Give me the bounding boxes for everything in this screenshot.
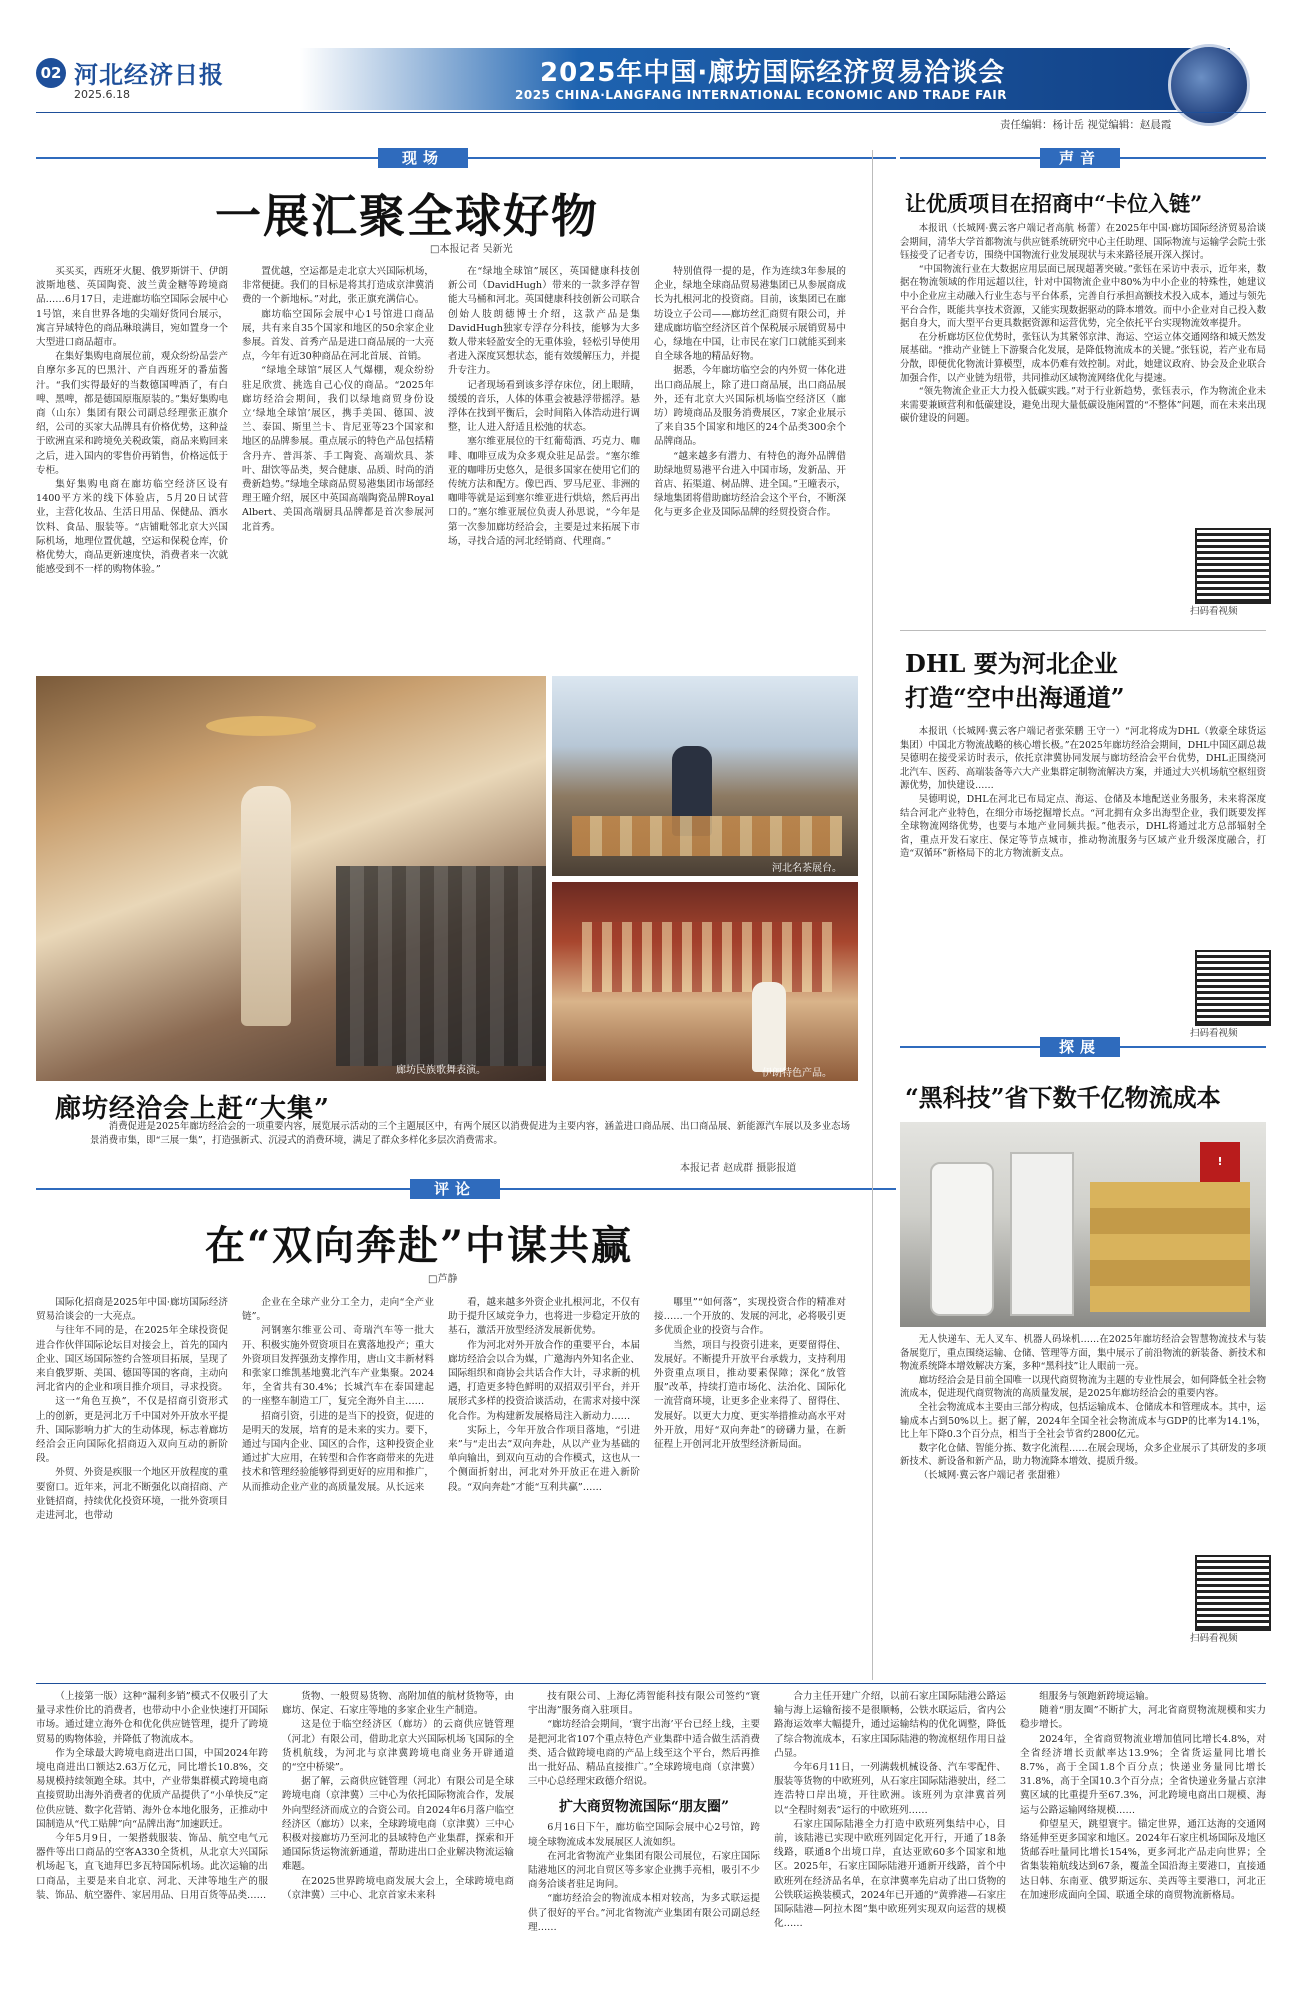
article-headline: DHL 要为河北企业	[905, 649, 1118, 678]
paragraph: 特别值得一提的是，作为连续3年参展的企业，绿地全球商品贸易港集团已从参展商成长为扎根河北的投资商。目前，该集团已在廊坊设立子公司——廊坊丝汇商贸有限公司，并建成廊坊临空经济区首个保税展示展销贸易中心，绿地在中国，让市民在家门口就能买到来自全球各地的精品好物。	[654, 266, 846, 363]
paragraph: 记者现场看到该多浮存床位，闭上眼睛，缓缓的音乐，人体的体重会被悬浮带摇浮。悬浮体在找到平衡后，会时间陷入体浩动进行调整，让人进入舒适且松弛的状态。	[448, 379, 640, 434]
paragraph: 置优越，空运都是走北京大兴国际机场，非常便捷。我们的目标是将其打造成京津冀消费的一个新地标。”对此，张正旗充满信心。	[242, 266, 434, 306]
warning-sign-icon: !	[1200, 1142, 1240, 1182]
qr-code-icon[interactable]	[1195, 528, 1271, 604]
qr-label: 扫码看视频	[1190, 606, 1238, 617]
article-separator	[900, 630, 1266, 631]
carpet-display	[582, 922, 832, 992]
photo-feature-intro: 消费促进是2025年廊坊经洽会的一项重要内容，展览展示活动的三个主题展区中，有两个展区以消费促进为主要内容，涵盖进口商品展、出口商品展、新能源汽车展以及多业态场景消费市集，即“三展一集”，打造强新式、沉浸式的消费环境，满足了群众多样化多层次消费需求。	[90, 1121, 850, 1147]
continuation-column-3: 技有限公司、上海亿湾智能科技有限公司签约“寰宇出海”服务商入驻项目。 “廊坊经洽会期间，‘寰宇出海’平台已经上线，主要是把河北省107个重点特色产业集群中适合做生活消费类、适合做跨境电商的产品上线至这个平台，然后再推出一批好品、精品直接推广。”全球跨境电商（京津冀）三中心总经理宋政德介绍说。 扩大商贸物流国际“朋友圈” 6月16日下午，廊坊临空国际会展中心2号馆，跨境全球物流成本发展展区人流如织。 在河北省物流产业集团有限公司展位，石家庄国际陆港地区的河北自贸区等多家企业携手亮相，吸引不少商务洽谈者驻足询问。 “廊坊经洽会的物流成本相对较高，为多式联运提供了很好的平台。”河北省物流产业集团有限公司副总经理……	[528, 1691, 760, 1933]
paragraph: 集好集购电商在廊坊临空经济区设有1400平方米的线下体验店，5月20日试营业，主营化妆品、生活日用品、保健品、酒水饮料、食品、服装等。“店铺毗邻北京大兴国际机场，地理位置优越，空运和保税仓库，价格优势大，商品更新速度快，消费者来一次就能感受到不一样的购物体验。”	[36, 479, 228, 576]
qr-code-icon[interactable]	[1195, 950, 1271, 1026]
comment-column-3: 看，越来越多外资企业扎根河北，不仅有助于提升区域竞争力，也将进一步稳定开放的基石，激活开放型经济发展新优势。 作为河北对外开放合作的重要平台，本届廊坊经洽会以合为媒，广邀海内外知名企业、国际组织和商协会共话合作大计，寻求新的机遇，打造更多特色鲜明的双招双引平台，并开展形式多样的投资洽谈活动，在需求对接中深化合作。为构建新发展格局注入新动力…… 实际上，今年开放合作项目落地，“引进来”与“走出去”双向奔赴，从以产业为基础的单向输出，到双向互动的合作模式，这也从一个侧面折射出，河北对外开放正在进入新阶段。“双向奔赴”才能“互利共赢”……	[448, 1297, 640, 1493]
comment-column-1: 国际化招商是2025年中国·廊坊国际经济贸易洽谈会的一大亮点。 与往年不同的是，在2025年全球投资促进合作伙伴国际论坛目对接会上，首先的国内企业、国区场国际签约合签项目拓展，呈现了来自俄罗斯、美国、德国等国的客商，主动向河北省内的企业和项目推介项目，寻求投资。 这一“角色互换”，不仅是招商引资形式上的创新，更是河北万千中国对外开放水平提升、国际影响力扩大的生动体现，标志着廊坊经洽会正向国际化招商迈入双向互动的新阶段。 外贸、外资是疾服一个地区开放程度的重要窗口。近年来，河北不断强化以商招商、产业链招商，持续优化投资环境，一批外资项目走进河北，也带动	[36, 1297, 228, 1522]
article-headline: 让优质项目在招商中“卡位入链”	[905, 191, 1203, 216]
paragraph: 买买买，西班牙火腿、俄罗斯饼干、伊朗波斯地毯、英国陶瓷、波兰黄金糖等跨境商品……6月17日，走进廊坊临空国际会展中心1号馆，来自世界各地的尖端好货同台展示，寓言异域特色的商品琳琅满目，宛如置身一个大型进口商品超市。	[36, 266, 228, 349]
paper-date: 2025.6.18	[74, 88, 130, 101]
robot-arm-icon	[930, 1162, 994, 1316]
banner-title-en: 2025 CHINA·LANGFANG INTERNATIONAL ECONOMIC AND TRADE FAIR	[515, 88, 1007, 102]
article-headline: “黑科技”省下数千亿物流成本	[905, 1083, 1221, 1112]
performer-figure	[241, 786, 291, 1026]
continuation-column-1: （上接第一版）这种“漏利多销”模式不仅吸引了大量寻求性价比的消费者，也带动中小企业快速打开国际市场。通过建立海外仓和优化供应链管理，提升了跨境贸易的购物体验，并降低了物流成本。 作为全球最大跨境电商进出口国，中国2024年跨境电商进出口额达2.63万亿元，同比增长10.8%，交易规模持续领跑全球。其中，产业带集群模式跨境电商直接贸助出海外消费者的优质产品提供了“小单快反”定位供应链、数字化营销、海外仓本地化服务，正推动中国制造从“代工贴牌”向“品牌出海”加速跃迁。 今年5月9日，一架搭载服装、饰品、航空电气元器件等出口商品的空客A330全货机，从北京大兴国际机场起飞，直飞迪拜巴多瓦特国际机场。此次运输的出口商品，主要是来自北京、河北、天津等地生产的服装、饰品、航空器件、家居用品、日用百货等品类……	[36, 1691, 268, 1901]
paragraph: “绿地全球馆”展区人气爆棚，观众纷纷驻足欣赏、挑选自己心仪的商品。“2025年廊坊经洽会期间，我们以绿地商贸身份设立‘绿地全球馆’展区，携手美国、德国、波兰、泰国、斯里兰卡、肯尼亚等23个国家和地区的品牌参展。重点展示的特色产品包括精含丹卉、普洱茶、手工陶瓷、高端炊具、茶叶、甜饮等品类，契合健康、品质、时尚的消费新趋势。”绿地全球商品贸易港集团市场部经理王曈介绍，展区中英国高端陶瓷品牌Royal Albert、美国高端厨具品牌都是首次参展河北首秀。	[242, 365, 434, 533]
comment-section-label: 评论	[410, 1179, 500, 1199]
qr-code-icon[interactable]	[1195, 1555, 1271, 1631]
qr-label: 扫码看视频	[1190, 1633, 1238, 1644]
photo-caption: 廊坊民族歌舞表演。	[396, 1065, 486, 1076]
scene-headline: 一展汇聚全球好物	[215, 189, 599, 243]
masthead-rule	[36, 112, 1266, 113]
scene-section-label: 现场	[378, 148, 468, 168]
article-body: 本报讯（长城网·冀云客户端记者高航 杨蕾）在2025年中国·廊坊国际经济贸易洽谈会期间，清华大学首都物流与供应链系统研究中心主任助理、国际物流与运输学会院士张钰接受了记者专访，围绕中国物流行业发展现状与未来路径展开深入探讨。 “中国物流行业在大数据应用层面已展现超著突破。”张钰在采访中表示，近年来，数据在物流领域的作用远超以往，针对中国物流企业中80%为中小企业的特殊性，她建议中小企业应主动融入行业生态与平台体系，完善自行承担高额技术投入成本，通过与领先平台合作，既能共享技术资源，又能实现数据驱动的降本增效。而中小企业对自己投入数据自身大，而大型平台更具数据资源和运营优势，完全依托平台实现物流效率提升。 在分析廊坊区位优势时，张钰认为其紧邻京津、海运、空运立体交通网络和城天然发展基础。“推动产业链上下游聚合化发展，是降低物流成本的关键。”张钰说，若产业布局分散，即便优化物流计算模型，成本仍难有效控制。对此，她建议政府、协会及企业联合加强合作，以产业链为纽带，共同推动区域物流网络优化与提速。 “领先物流企业正大力投入低碳实践。”对于行业新趋势，张钰表示，作为物流企业未来需要兼顾营利和低碳建设，避免出现大量低碳设施闲置的“不整体”问题，而在未来出现碳价建设的问题。	[900, 223, 1266, 425]
continuation-subhead: 扩大商贸物流国际“朋友圈”	[558, 1799, 730, 1816]
article-body: 无人快递车、无人叉车、机器人码垛机……在2025年廊坊经洽会智慧物流技术与装备展览厅，重点围绕运输、仓储、管理等方面，集中展示了前沿物流的新装备、新技术和物流系统降本增效解决方案，多种“黑科技”让人眼前一亮。 廊坊经洽会是目前全国唯一以现代商贸物流为主题的专业性展会，如何降低全社会物流成本，促进现代商贸物流的高质量发展，是2025年廊坊经洽会的重要内容。 全社会物流成本主要由三部分构成，包括运输成本、仓储成本和管理成本。其中，运输成本占到50%以上。据了解，2024年全国全社会物流成本与GDP的比率为14.1%，比上年下降0.3个百分点，相当于全社会节省约2800亿元。 数字化仓储、智能分拣、数字化流程……在展会现场，众多企业展示了其研发的多项新技术、新设备和新产品，助力物流降本增效、提质升级。 （长城网·冀云客户端记者 张甜雅）	[900, 1334, 1266, 1481]
banner-title-cn: 2025年中国·廊坊国际经济贸易洽谈会	[540, 58, 1006, 88]
article-headline: 打造“空中出海通道”	[905, 683, 1125, 712]
scene-column-1	[36, 265, 228, 660]
parasol-icon	[206, 716, 316, 736]
comment-byline: □芦静	[428, 1274, 458, 1285]
masthead	[0, 0, 1298, 131]
continuation-column-2: 货物、一般贸易货物、高附加值的航材货物等，由廊坊、保定、石家庄等地的多家企业生产制造。 这是位于临空经济区（廊坊）的云商供应链管理（河北）有限公司，借助北京大兴国际机场飞国际的全货机航线，为河北与京津冀跨境电商业务开辟通道的“空中桥梁”。 据了解，云商供应链管理（河北）有限公司是全球跨境电商（京津冀）三中心为依托国际物流合作，发展外向型经济而成立的合资公司。自2024年6月落户临空经济区（廊坊）以来，全球跨境电商（京津冀）三中心积极对接廊坊乃至河北的县域特色产业集群，探索和开通国际货运物流新通道，帮助进出口企业解决物流运输难题。 在2025世界跨境电商发展大会上，全球跨境电商（京津冀）三中心、北京首家未来科	[282, 1691, 514, 1901]
photo-caption: 河北名茶展台。	[772, 863, 842, 874]
qr-label: 扫码看视频	[1190, 1028, 1238, 1039]
scene-column-2	[242, 265, 434, 660]
continuation-column-5: 组服务与领跑新跨境运输。 随着“朋友圈”不断扩大，河北省商贸物流规模和实力稳步增长。 2024年，全省商贸物流业增加值同比增长4.8%，对全省经济增长贡献率达13.9%；全省货运量同比增长8.7%，高于全国1.8个百分点；快递业务量同比增长31.8%，高于全国10.3个百分点；全省快递业务量占京津冀区域的比重提升至67.3%，河北跨境电商出口规模、海运与公路运输网络规模…… 仰望星天，跳望寰宇。锚定世界，通江达海的交通网络延伸至更多国家和地区。2024年石家庄机场国际及地区货邮吞吐量同比增长154%，更多河北产品走向世界；全省集装箱航线达到67条，覆盖全国沿海主要港口，直接通达日韩、东南亚、俄罗斯远东、美西等主要港口，河北正在加速形成面向全国、联通全球的商贸物流新格局。	[1020, 1691, 1266, 1901]
photo-iranian-products	[552, 882, 858, 1081]
paragraph: “越来越多有潜力、有特色的海外品牌借助绿地贸易港平台进入中国市场，发新品、开首店、拓渠道、树品牌、进全国。”王曈表示，绿地集团将借助廊坊经洽会这个平台，不断深化与更多企业及国际品牌的经贸投资合作。	[654, 450, 846, 519]
paragraph: 据悉，今年廊坊临空会的内外贸一体化进出口商品展上，除了进口商品展，出口商品展外，还有北京大兴国际机场临空经济区（廊坊）跨境商品及服务消费展区，7家企业展示了来自35个国家和地区的24个品类300余个品牌商品。	[654, 365, 846, 448]
stacked-boxes	[1090, 1182, 1250, 1312]
scene-column-3	[448, 265, 640, 660]
editors-credit: 责任编辑：杨计岳 视觉编辑：赵晨霞	[1000, 119, 1172, 131]
continuation-column-4: 合力主任开建广介绍，以前石家庄国际陆港公路运输与海上运输衔接不是很顺畅，公铁水联运后，省内公路海运效率大幅提升，通过运输结构的优化调整，降低了综合物流成本，石家庄国际陆港的物流枢纽作用日益凸显。 今年6月11日，一列满载机械设备、汽车零配件、服装等货物的中欧班列，从石家庄国际陆港驶出，经二连浩特口岸出境，开往欧洲。该班列为京津冀首列以“全程时刻表”运行的中欧班列…… 石家庄国际陆港全力打造中欧班列集结中心，目前，该陆港已实现中欧班列固定化开行，开通了18条线路，联通8个出境口岸，直达亚欧60多个国家和地区。2025年，石家庄国际陆港开通新开线路，首个中欧班列在经济品名单，在京津冀率先启动了出口货物的公铁联运换装模式，2024年已开通的“黄骅港—石家庄国际陆港—阿拉木图”集中欧班列实现双向运营的规模化……	[774, 1691, 1006, 1930]
audience-crowd	[336, 866, 546, 1066]
photo-feature-headline: 廊坊经洽会上赶“大集”	[55, 1094, 330, 1124]
photo-caption: 伊朗特色产品。	[762, 1068, 832, 1079]
page-number: 02	[36, 58, 66, 88]
paper-name: 河北经济日报	[74, 60, 224, 89]
paragraph: 在“绿地全球馆”展区，英国健康科技创新公司（DavidHugh）带来的一款多浮存智能大马桶和河北。英国健康科技创新公司联合创始人肢朗德博士介绍，这款产品是集DavidHugh独家专浮存分科技，能够为大多数人带来轻盈安全的无重体验，轻松引导使用者进入深度冥想状态，能有效缓解压力，并提升专注力。	[448, 266, 640, 377]
comment-column-2: 企业在全球产业分工全力，走向“全产业链”。 河钢塞尔维亚公司、奇瑞汽车等一批大开、积极实施外贸资项目在冀落地投产；重大外资项目发挥强劲支撑作用，唐山文丰新材料和张家口维凯基地冀北汽车产业集聚。2024年，全省共有30.4%；长城汽车在泰国建起的一座整车制造工厂，复完全海外自主…… 招商引资，引进的是当下的投资，促进的是明天的发展，培育的是未来的实力。要下，通过与国内企业、国区的合作，这种投资企业通过扩大应用，在转型和合作客商带来的先进技术和管理经验能够得到更好的应用和推广，从而推动企业产业的高质量发展。从长远来	[242, 1297, 434, 1493]
comment-column-4: 哪里”“如何落”，实现投资合作的精准对接……一个开放的、发展的河北，必将吸引更多优质企业的投资与合作。 当然，项目与投资引进来，更要留得住、发展好。不断提升开放平台承载力，支持利用外资重点项目，推动要素保障；深化“放管服”改革，持续打造市场化、法治化、国际化一流营商环境，让更多企业来得了、留得住、发展好。以更大力度、更实举措推动高水平对外开放，用好“双向奔赴”的磅礴力量，在新征程上开创河北开放型经济新局面。	[654, 1297, 846, 1451]
comment-headline: 在“双向奔赴”中谋共赢	[205, 1222, 634, 1269]
scene-byline: □本报记者 吴新光	[430, 244, 513, 255]
photo-tea-booth	[552, 676, 858, 876]
explore-section-label: 探展	[1040, 1037, 1120, 1057]
continuation-rule	[36, 1683, 1266, 1684]
photo-robot-arm	[900, 1122, 1266, 1327]
tea-products	[572, 816, 842, 856]
photo-feature-credit: 本报记者 赵成群 摄影报道	[680, 1163, 797, 1174]
fair-logo-icon	[1168, 44, 1250, 126]
paragraph: 在集好集购电商展位前，观众纷纷品尝产自摩尔多瓦的巴黑汁、产自西班牙的番茄酱汁。“我们实得最好的当数德国啤酒了，有白啤、黑啤，都是德国原瓶原装的。”集好集购电商（山东）集团有限公司副总经理张正旗介绍，公司的买家大品牌具有价格优势，这种益于欧洲直采和跨境免关税政策，商品来购回来之后，进入国内的零售价再销售，价格远低于专柜。	[36, 351, 228, 476]
visitor-figure	[752, 982, 786, 1072]
display-board	[1010, 1152, 1074, 1316]
scene-column-4	[654, 265, 846, 660]
column-divider	[872, 150, 873, 1680]
paragraph: 塞尔维亚展位的干红葡萄酒、巧克力、咖啡、咖啡豆成为众多观众驻足品尝。“塞尔维亚的咖啡历史悠久，是很多国家在使用它们的传统方法和配方。像巴西、罗马尼亚、非洲的咖啡等就是运到塞尔维亚进行烘焙，然后再出口的。”塞尔维亚展位负责人孙思说，“今年是第一次参加廊坊经洽会，主要是过来拓展下市场，寻找合适的河北经销商、代理商。”	[448, 436, 640, 547]
paragraph: 廊坊临空国际会展中心1号馆进口商品展，共有来自35个国家和地区的50余家企业参展。首发、首秀产品是进口商品展的一大亮点，今年有近30种商品在河北首展、首销。	[242, 308, 434, 363]
photo-dance-performance	[36, 676, 546, 1081]
voice-section-label: 声音	[1040, 148, 1120, 168]
article-body: 本报讯（长城网·冀云客户端记者张荣鹏 王守一）“河北将成为DHL（敦豪全球货运集团）中国北方物流战略的核心增长极。”在2025年廊坊经洽会期间，DHL中国区副总裁吴德明在接受采访时表示，依托京津冀协同发展与廊坊经洽会平台优势，DHL正围绕河北汽车、医药、高端装备等六大产业集群定制物流解决方案，并通过大兴机场航空枢纽资源优势，加快建设…… 吴德明说，DHL在河北已布局定点、海运、仓储及本地配送业务服务，未来将深度结合河北产业特色，在细分市场挖掘增长点。“河北拥有众多出海型企业，我们既要发挥全球物流网络优势，也要与本地产业同频共振。”他表示，DHL将通过北方总部辐射全省，重点开发石家庄、保定等节点城市，推动物流服务与区域产业升级深度融合，打造“双循环”新格局下的北方物流新支点。	[900, 726, 1266, 860]
